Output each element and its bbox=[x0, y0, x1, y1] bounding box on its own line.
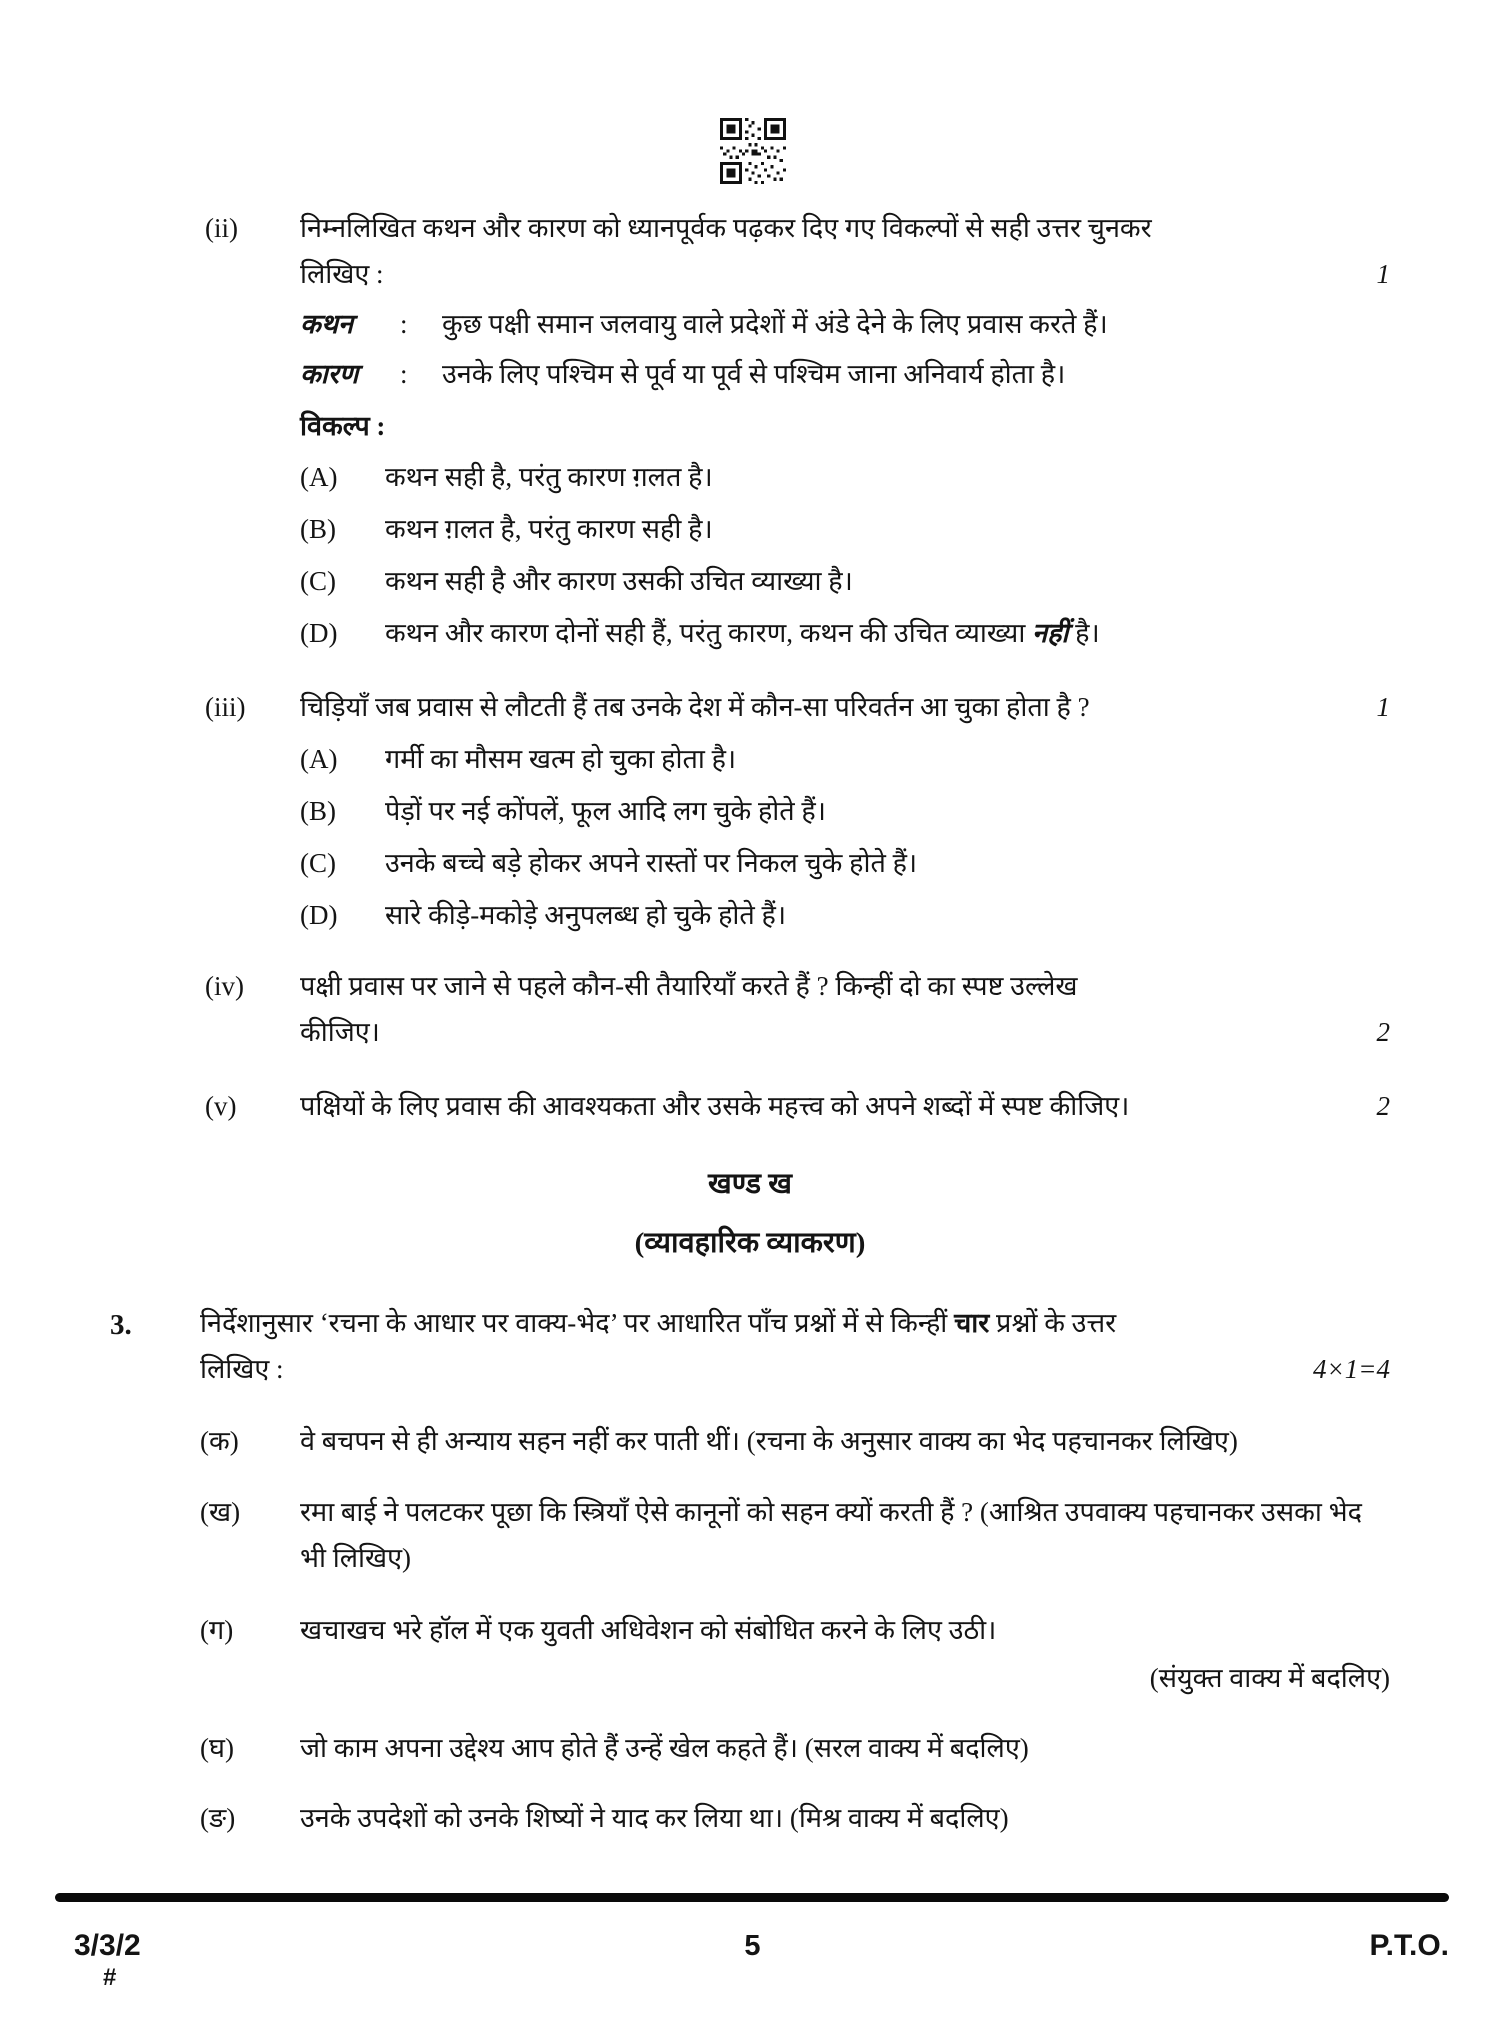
assertion-text: कुछ पक्षी समान जलवायु वाले प्रदेशों में अंडे देने के लिए प्रवास करते हैं। bbox=[442, 308, 1108, 339]
assertion-colon: : bbox=[400, 308, 408, 339]
sub-question-ga-text: खचाखच भरे हॉल में एक युवती अधिवेशन को संबोधित करने के लिए उठी। bbox=[300, 1615, 997, 1646]
qr-code-image bbox=[720, 118, 786, 184]
part-v-question: पक्षियों के लिए प्रवास की आवश्यकता और उसके महत्त्व को अपने शब्दों में स्पष्ट कीजिए। bbox=[300, 1091, 1130, 1122]
option-a-label: (A) bbox=[300, 462, 338, 493]
reason-colon: : bbox=[400, 358, 408, 389]
option-d bbox=[300, 611, 1390, 657]
sub-question-nga bbox=[200, 1796, 1390, 1842]
sub-question-ga-wrap bbox=[300, 1608, 1390, 1702]
question-3-number: 3. bbox=[110, 1308, 132, 1341]
option-c-text: उनके बच्चे बड़े होकर अपने रास्तों पर निकल चुके होते हैं। bbox=[385, 847, 918, 878]
reason-label: कारण bbox=[300, 358, 359, 389]
sub-question-ga-note: (संयुक्त वाक्य में बदलिए) bbox=[1149, 1663, 1390, 1694]
part-ii-label: (ii) bbox=[205, 213, 238, 243]
sub-question-kha-text: रमा बाई ने पलटकर पूछा कि स्त्रियाँ ऐसे कानूनों को सहन क्यों करती हैं ? (आश्रित उपवाक्य पहचानकर उसका भेद भी लिखिए) bbox=[300, 1497, 1362, 1574]
sub-question-nga-text: उनके उपदेशों को उनके शिष्यों ने याद कर लिया था। (मिश्र वाक्य में बदलिए) bbox=[300, 1802, 1009, 1833]
option-b-text: कथन ग़लत है, परंतु कारण सही है। bbox=[385, 514, 713, 545]
question-part-ii bbox=[110, 206, 1390, 657]
option-a-text: गर्मी का मौसम खत्म हो चुका होता है। bbox=[385, 743, 737, 774]
part-iv-question-line2-row bbox=[300, 1010, 1390, 1056]
option-d bbox=[300, 893, 1390, 939]
page-number: 5 bbox=[744, 1930, 761, 1962]
option-c bbox=[300, 841, 1390, 887]
question-3-intro-line2: लिखिए : bbox=[200, 1353, 284, 1384]
part-iv-question-line2: कीजिए। bbox=[300, 1017, 380, 1048]
option-d-text-emph: नहीं bbox=[1032, 618, 1069, 649]
question-3-intro-emph: चार bbox=[954, 1307, 990, 1338]
question-part-v bbox=[110, 1084, 1390, 1130]
pto-label: P.T.O. bbox=[1369, 1929, 1449, 1962]
question-3-intro-line1 bbox=[200, 1301, 1390, 1347]
question-3-body bbox=[200, 1301, 1390, 1842]
part-v-body bbox=[300, 1084, 1390, 1130]
paper-code: 3/3/2 bbox=[74, 1929, 141, 1962]
sub-question-gha bbox=[200, 1726, 1390, 1772]
part-ii-question-line2: लिखिए : bbox=[300, 258, 384, 289]
question-part-iv bbox=[110, 964, 1390, 1056]
option-d-text-post: है। bbox=[1068, 618, 1100, 649]
section-subtitle: (व्यावहारिक व्याकरण) bbox=[634, 1227, 866, 1260]
question-3-intro-line2-row bbox=[200, 1347, 1390, 1393]
assertion-label: कथन bbox=[300, 308, 353, 339]
reason-row bbox=[300, 352, 1390, 398]
part-iii-label: (iii) bbox=[205, 692, 246, 723]
option-a-text: कथन सही है, परंतु कारण ग़लत है। bbox=[385, 462, 713, 493]
part-iv-marks: 2 bbox=[1376, 1017, 1390, 1048]
option-b-text: पेड़ों पर नई कोंपलें, फूल आदि लग चुके होते हैं। bbox=[385, 795, 826, 826]
option-b-label: (B) bbox=[300, 514, 336, 545]
sub-question-ga-label: (ग) bbox=[200, 1615, 234, 1646]
sub-question-nga-label: (ङ) bbox=[200, 1802, 236, 1833]
sub-question-kha-label: (ख) bbox=[200, 1497, 241, 1528]
option-d-text bbox=[385, 611, 1390, 657]
sub-question-gha-text: जो काम अपना उद्देश्य आप होते हैं उन्हें खेल कहते हैं। (सरल वाक्य में बदलिए) bbox=[300, 1732, 1029, 1763]
question-3-marks: 4×1=4 bbox=[1313, 1353, 1390, 1384]
option-d-label: (D) bbox=[300, 899, 338, 930]
part-v-label: (v) bbox=[205, 1091, 237, 1122]
options-heading: विकल्प : bbox=[300, 410, 386, 441]
part-v-question-row bbox=[300, 1084, 1390, 1130]
question-3-intro-pre: निर्देशानुसार ‘रचना के आधार पर वाक्य-भेद’ पर आधारित पाँच प्रश्नों में से किन्हीं bbox=[200, 1307, 955, 1338]
part-iv-label: (iv) bbox=[205, 971, 244, 1002]
option-a-label: (A) bbox=[300, 743, 338, 774]
option-b bbox=[300, 789, 1390, 835]
option-d-text-pre: कथन और कारण दोनों सही हैं, परंतु कारण, कथन की उचित व्याख्या bbox=[385, 618, 1033, 649]
assertion-row bbox=[300, 302, 1390, 348]
sub-question-ka-text: वे बचपन से ही अन्याय सहन नहीं कर पाती थीं। (रचना के अनुसार वाक्य का भेद पहचानकर लिखिए) bbox=[300, 1425, 1238, 1456]
sub-question-kha bbox=[200, 1490, 1390, 1582]
question-3 bbox=[110, 1301, 1390, 1842]
sub-question-gha-label: (घ) bbox=[200, 1732, 234, 1763]
part-iii-marks: 1 bbox=[1376, 692, 1390, 723]
qr-code bbox=[0, 0, 1505, 184]
hash-mark: # bbox=[103, 1964, 117, 1991]
option-c bbox=[300, 559, 1390, 605]
option-a bbox=[300, 737, 1390, 783]
part-iii-body bbox=[300, 685, 1390, 938]
option-a bbox=[300, 455, 1390, 501]
question-part-iii bbox=[110, 685, 1390, 938]
option-c-label: (C) bbox=[300, 847, 336, 878]
footer-rule bbox=[55, 1893, 1449, 1902]
option-c-text: कथन सही है और कारण उसकी उचित व्याख्या है। bbox=[385, 566, 853, 597]
option-b bbox=[300, 507, 1390, 553]
option-d-text: सारे कीड़े-मकोड़े अनुपलब्ध हो चुके होते हैं। bbox=[385, 899, 787, 930]
part-v-marks: 2 bbox=[1376, 1091, 1390, 1122]
option-c-label: (C) bbox=[300, 566, 336, 597]
option-d-label: (D) bbox=[300, 618, 338, 649]
part-iii-question: चिड़ियाँ जब प्रवास से लौटती हैं तब उनके देश में कौन-सा परिवर्तन आ चुका होता है ? bbox=[300, 692, 1090, 723]
page-content bbox=[0, 206, 1505, 1842]
reason-text: उनके लिए पश्चिम से पूर्व या पूर्व से पश्चिम जाना अनिवार्य होता है। bbox=[442, 358, 1066, 389]
sub-question-ga bbox=[200, 1608, 1390, 1702]
part-iii-question-row bbox=[300, 685, 1390, 731]
sub-question-ka bbox=[200, 1419, 1390, 1465]
part-iv-body bbox=[300, 964, 1390, 1056]
part-ii-body bbox=[300, 206, 1390, 657]
section-title: खण्ड ख bbox=[708, 1168, 792, 1201]
part-ii-marks: 1 bbox=[1376, 258, 1390, 289]
part-iv-question-line1: पक्षी प्रवास पर जाने से पहले कौन-सी तैयारियाँ करते हैं ? किन्हीं दो का स्पष्ट उल्लेख bbox=[300, 971, 1078, 1002]
part-ii-question-line2-row bbox=[300, 252, 1390, 298]
question-3-intro-post: प्रश्नों के उत्तर bbox=[989, 1307, 1117, 1338]
part-ii-question-line1: निम्नलिखित कथन और कारण को ध्यानपूर्वक पढ़कर दिए गए विकल्पों से सही उत्तर चुनकर bbox=[300, 213, 1152, 243]
option-b-label: (B) bbox=[300, 795, 336, 826]
sub-question-ka-label: (क) bbox=[200, 1425, 239, 1456]
